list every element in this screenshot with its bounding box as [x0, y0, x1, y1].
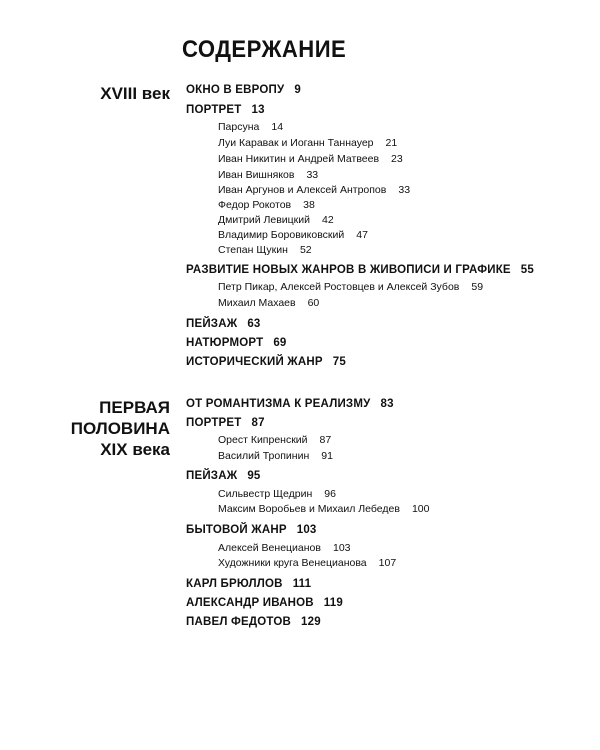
toc-subentry[interactable] [218, 488, 336, 500]
toc-entry[interactable] [186, 337, 287, 349]
toc-entry-page: 103 [332, 542, 351, 554]
toc-entry-title: Алексей Венецианов [218, 542, 321, 554]
toc-entry-title: НАТЮРМОРТ [186, 337, 264, 349]
era-heading-first-half-19th-century [71, 397, 170, 460]
toc-subentry[interactable] [218, 542, 351, 554]
toc-entry-page: 60 [307, 297, 320, 309]
toc-subentry[interactable] [218, 169, 318, 181]
toc-entry-title: Максим Воробьев и Михаил Лебедев [218, 503, 400, 515]
era-heading-18th-century [100, 83, 170, 104]
toc-entry-title: Луи Каравак и Иоганн Таннауер [218, 137, 374, 149]
toc-entry[interactable] [186, 398, 394, 410]
toc-entry-title: Иван Вишняков [218, 169, 295, 181]
toc-entry-page: 14 [271, 121, 284, 133]
toc-subentry[interactable] [218, 244, 312, 256]
toc-entry-title: ОТ РОМАНТИЗМА К РЕАЛИЗМУ [186, 398, 371, 410]
toc-entry[interactable] [186, 616, 321, 628]
toc-entry-title: АЛЕКСАНДР ИВАНОВ [186, 597, 314, 609]
toc-entry-title: ПОРТРЕТ [186, 417, 242, 429]
toc-entry-title: ПЕЙЗАЖ [186, 318, 238, 330]
toc-entry-page: 9 [294, 84, 301, 96]
toc-entry[interactable] [186, 597, 343, 609]
toc-entry-page: 87 [319, 434, 332, 446]
toc-subentry[interactable] [218, 450, 333, 462]
toc-subentry[interactable] [218, 503, 429, 515]
toc-entry-title: ПАВЕЛ ФЕДОТОВ [186, 616, 292, 628]
toc-entry-title: Федор Рокотов [218, 199, 292, 211]
toc-entry-title: ПЕЙЗАЖ [186, 470, 238, 482]
toc-entry[interactable] [186, 524, 317, 536]
toc-entry-title: РАЗВИТИЕ НОВЫХ ЖАНРОВ В ЖИВОПИСИ И ГРАФИКЕ [186, 264, 511, 276]
toc-entry-page: 87 [251, 417, 265, 429]
toc-entry-title: Иван Никитин и Андрей Матвеев [218, 153, 380, 165]
toc-entry-page: 42 [322, 214, 334, 226]
page-title: СОДЕРЖАНИЕ [182, 36, 347, 63]
toc-entry-page: 69 [273, 337, 287, 349]
toc-subentry[interactable] [218, 137, 397, 149]
toc-entry-page: 111 [292, 578, 312, 590]
toc-entry-page: 55 [520, 264, 534, 276]
toc-subentry[interactable] [218, 557, 396, 569]
toc-entry-title: БЫТОВОЙ ЖАНР [186, 524, 287, 536]
era-line: ПОЛОВИНА [70, 419, 170, 438]
toc-subentry[interactable] [218, 281, 483, 293]
toc-subentry[interactable] [218, 229, 368, 241]
toc-entry-page: 103 [296, 524, 317, 536]
toc-entry-title: Парсуна [218, 121, 260, 133]
toc-entry-page: 83 [380, 398, 394, 410]
toc-entry-page: 63 [247, 318, 261, 330]
toc-entry[interactable] [186, 356, 346, 368]
toc-subentry[interactable] [218, 214, 334, 226]
toc-entry-title: Степан Щукин [218, 244, 288, 256]
toc-entry[interactable] [186, 417, 265, 429]
toc-entry[interactable] [186, 264, 534, 276]
toc-entry-title: Михаил Махаев [218, 297, 296, 309]
toc-subentry[interactable] [218, 153, 403, 165]
toc-entry-page: 33 [306, 169, 319, 181]
toc-entry-title: Сильвестр Щедрин [218, 488, 313, 500]
toc-entry-page: 33 [398, 184, 411, 196]
toc-entry-page: 38 [303, 199, 315, 211]
era-line: ПЕРВАЯ [99, 398, 170, 417]
toc-entry-page: 129 [301, 616, 321, 628]
toc-entry-title: Дмитрий Левицкий [218, 214, 311, 226]
toc-subentry[interactable] [218, 434, 331, 446]
toc-entry[interactable] [186, 318, 261, 330]
toc-entry-page: 75 [332, 356, 346, 368]
toc-entry-title: Петр Пикар, Алексей Ростовцев и Алексей Зубов [218, 281, 460, 293]
toc-entry-title: ПОРТРЕТ [186, 104, 242, 116]
toc-entry-title: Художники круга Венецианова [218, 557, 367, 569]
toc-entry-page: 23 [391, 153, 403, 165]
toc-entry[interactable] [186, 470, 261, 482]
toc-subentry[interactable] [218, 184, 410, 196]
toc-entry[interactable] [186, 84, 301, 96]
toc-entry-page: 52 [299, 244, 312, 256]
toc-entry[interactable] [186, 578, 311, 590]
toc-entry-title: Василий Тропинин [218, 450, 310, 462]
era-line: XVIII век [100, 84, 170, 103]
toc-entry-title: ОКНО В ЕВРОПУ [186, 84, 285, 96]
toc-entry-page: 47 [356, 229, 368, 241]
toc-entry-title: КАРЛ БРЮЛЛОВ [186, 578, 283, 590]
toc-entry[interactable] [186, 104, 265, 116]
era-line: XIX века [100, 440, 170, 459]
toc-entry-title: Иван Аргунов и Алексей Антропов [218, 184, 387, 196]
toc-subentry[interactable] [218, 297, 319, 309]
toc-entry-page: 59 [471, 281, 484, 293]
toc-entry-title: ИСТОРИЧЕСКИЙ ЖАНР [186, 356, 323, 368]
toc-entry-page: 96 [324, 488, 336, 500]
toc-entry-page: 107 [378, 557, 397, 569]
toc-subentry[interactable] [218, 121, 283, 133]
toc-entry-page: 119 [323, 597, 343, 609]
toc-entry-title: Владимир Боровиковский [218, 229, 345, 241]
toc-entry-page: 100 [411, 503, 430, 515]
toc-entry-page: 91 [321, 450, 333, 462]
toc-entry-title: Орест Кипренский [218, 434, 308, 446]
toc-entry-page: 95 [247, 470, 261, 482]
toc-subentry[interactable] [218, 199, 315, 211]
toc-entry-page: 13 [251, 104, 265, 116]
toc-entry-page: 21 [385, 137, 398, 149]
